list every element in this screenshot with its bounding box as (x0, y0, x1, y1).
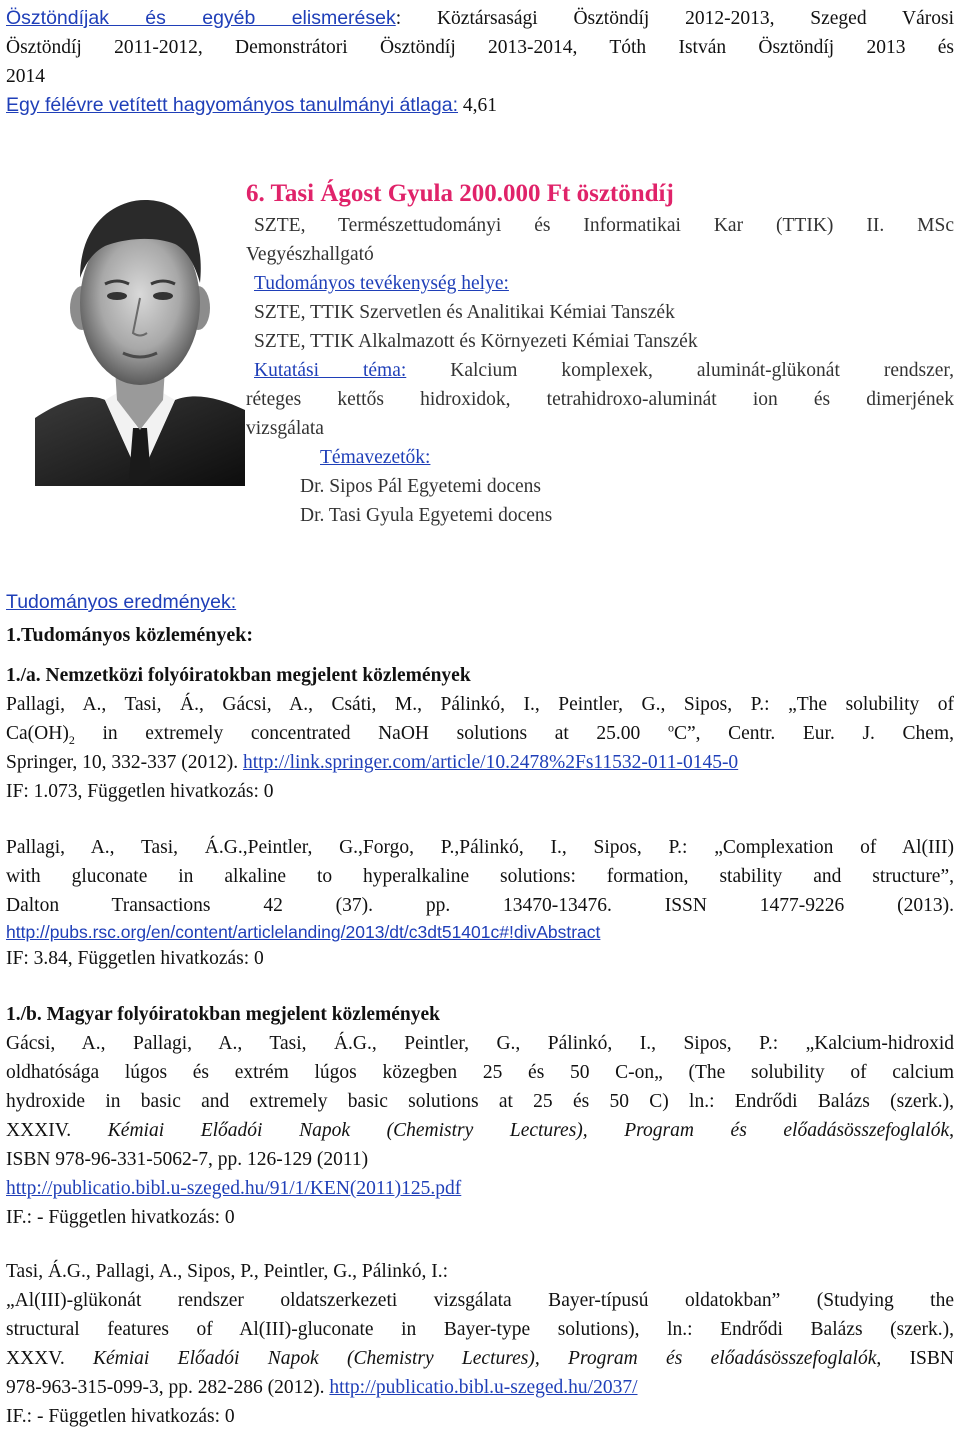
pub-b2-impact: IF.: - Független hivatkozás: 0 (6, 1406, 235, 1427)
pub-a1-line-1: Pallagi, A., Tasi, Á., Gácsi, A., Csáti, M., Pálinkó, I., Peintler, G., Sipos, P.: „The solubility of (6, 694, 954, 715)
pub-a1-subscript: 2 (68, 732, 75, 747)
spacer (6, 973, 954, 1000)
pub-a1-superscript: o (667, 720, 674, 735)
topic-line-1 (246, 356, 954, 385)
pub-a1-formula: Ca(OH) (6, 723, 69, 744)
pub-b2-line-1: Tasi, Á.G., Pallagi, A., Sipos, P., Peintler, G., Pálinkó, I.: (6, 1261, 449, 1282)
section-b-heading: 1./b. Magyar folyóiratokban megjelent közlemények (6, 1004, 441, 1025)
pub-b2-line-4 (6, 1344, 954, 1373)
publications-list (6, 661, 954, 1431)
pub-a2-link-line (6, 920, 954, 944)
pub-b1-volume: XXXIV. (6, 1120, 108, 1141)
pub-b2-line-5 (6, 1373, 954, 1402)
pub-b1-line-4 (6, 1116, 954, 1145)
spacer (6, 1232, 954, 1257)
topic-line-2: réteges kettős hidroxidok, tetrahidroxo-aluminát ion és dimerjének (246, 389, 954, 410)
pub-a1-source: Springer, 10, 332-337 (2012). (6, 752, 243, 773)
awards-line-2: Ösztöndíj 2011-2012, Demonstrátori Ösztöndíj 2013-2014, Tóth István Ösztöndíj 2013 és (6, 37, 954, 58)
profile-name: 6. Tasi Ágost Gyula 200.000 Ft ösztöndíj (246, 180, 674, 207)
pub-a2-impact: IF: 3.84, Független hivatkozás: 0 (6, 948, 264, 969)
faculty-line-1: SZTE, Természettudományi és Informatikai Kar (TTIK) II. MSc (254, 215, 954, 236)
pub-b2-line-3: structural features of Al(III)-gluconate in Bayer-type solutions), ln.: Endrődi Balázs (szerk.), (6, 1319, 954, 1340)
topic-line-3: vizsgálata (246, 418, 324, 439)
pub-a1-line-2-text: in extremely concentrated NaOH solutions at 25.00 (74, 723, 668, 744)
pub-b2-link[interactable]: http://publicatio.bibl.u-szeged.hu/2037/ (329, 1377, 638, 1398)
pub-a1-line-3 (6, 748, 954, 777)
pub-b2-source: 978-963-315-099-3, pp. 282-286 (2012). (6, 1377, 330, 1398)
section-a-heading: 1./a. Nemzetközi folyóiratokban megjelent közlemények (6, 665, 471, 686)
pub-b2-line-2: „Al(III)-glükonát rendszer oldatszerkezeti vizsgálata Bayer-típusú oldatokban” (Studying the (6, 1290, 954, 1311)
pub-a2-line-2: with gluconate in alkaline to hyperalkaline solutions: formation, stability and structure”, (6, 866, 954, 887)
pub-b1-line-1: Gácsi, A., Pallagi, A., Tasi, Á.G., Peintler, G., Pálinkó, I., Sipos, P.: „Kalcium-hidroxid (6, 1033, 954, 1054)
gpa-line (6, 91, 954, 120)
pub-b2-title-italic: Kémiai Előadói Napok (Chemistry Lectures), Program és előadásösszefoglalók (93, 1348, 877, 1369)
supervisors-label-line (246, 443, 954, 472)
awards-line-3: 2014 (6, 66, 45, 87)
pub-b2-volume: XXXV. (6, 1348, 94, 1369)
pub-b1-link-line (6, 1174, 954, 1203)
pub-a2-line-3: Dalton Transactions 42 (37). pp. 13470-13476. ISSN 1477-9226 (2013). (6, 895, 954, 916)
supervisor-1: Dr. Sipos Pál Egyetemi docens (300, 476, 542, 497)
gpa-value: 4,61 (462, 95, 498, 116)
supervisors-label: Témavezetők: (320, 447, 431, 468)
pub-b1-impact: IF.: - Független hivatkozás: 0 (6, 1207, 235, 1228)
publications-heading: 1.Tudományos közlemények: (6, 624, 254, 646)
pub-b1-title-italic: Kémiai Előadói Napok (Chemistry Lectures), Program és előadásösszefoglalók (107, 1120, 950, 1141)
awards-label: Ösztöndíjak és egyéb elismerések (6, 7, 396, 29)
pub-b2-isbn-label: , ISBN (876, 1348, 954, 1369)
pub-a1-line-2 (6, 719, 954, 748)
research-place-2: SZTE, TTIK Alkalmazott és Környezeti Kémiai Tanszék (254, 331, 698, 352)
supervisor-2: Dr. Tasi Gyula Egyetemi docens (300, 505, 553, 526)
research-place-label: Tudományos tevékenység helye: (254, 273, 509, 294)
portrait-photo (35, 178, 245, 486)
pub-b1-line-5: ISBN 978-96-331-5062-7, pp. 126-129 (2011) (6, 1149, 369, 1170)
topic-label: Kutatási téma: (254, 360, 407, 381)
pub-a1-link[interactable]: http://link.springer.com/article/10.2478%2Fs11532-011-0145-0 (242, 752, 739, 773)
results-label: Tudományos eredmények: (6, 591, 237, 613)
pub-a1-impact: IF: 1.073, Független hivatkozás: 0 (6, 781, 274, 802)
pub-b1-line-2: oldhatósága lúgos és extrém lúgos közegben 25 és 50 C-on„ (The solubility of calcium (6, 1062, 954, 1083)
awards-section (6, 4, 954, 120)
research-place-label-line (246, 269, 954, 298)
pub-b1-line-3: hydroxide in basic and extremely basic solutions at 25 és 50 C) ln.: Endrődi Balázs (szerk.), (6, 1091, 954, 1112)
profile-section (246, 177, 954, 530)
pub-a2-link[interactable]: http://pubs.rsc.org/en/content/articlelanding/2013/dt/c3dt51401c#!divAbstract (6, 922, 601, 942)
pub-b1-punct: , (949, 1120, 955, 1141)
faculty-line-2: Vegyészhallgató (246, 244, 374, 265)
results-label-line (6, 588, 236, 617)
pub-a2-line-1: Pallagi, A., Tasi, Á.G.,Peintler, G.,Forgo, P.,Pálinkó, I., Sipos, P.: „Complexation of Al(III) (6, 837, 954, 858)
research-place-1: SZTE, TTIK Szervetlen és Analitikai Kémiai Tanszék (254, 302, 675, 323)
pub-a1-line-2-end: C”, Centr. Eur. J. Chem, (673, 723, 955, 744)
awards-line-1 (6, 4, 954, 33)
topic-line-1-text: Kalcium komplexek, aluminát-glükonát rendszer, (406, 360, 954, 381)
pub-b1-link[interactable]: http://publicatio.bibl.u-szeged.hu/91/1/KEN(2011)125.pdf (6, 1178, 462, 1199)
spacer (6, 806, 954, 833)
gpa-label: Egy félévre vetített hagyományos tanulmányi átlaga: (6, 94, 459, 116)
awards-line-1-text: : Köztársasági Ösztöndíj 2012-2013, Szeged Városi (395, 8, 954, 29)
